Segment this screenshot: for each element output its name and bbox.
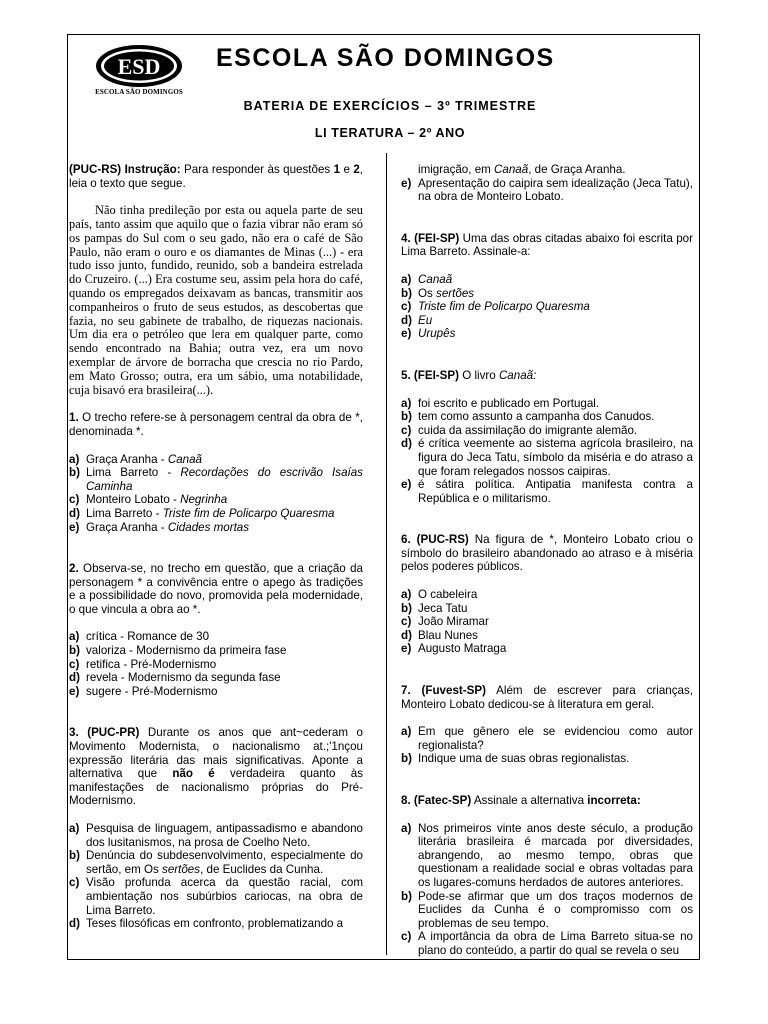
school-name: ESCOLA SÃO DOMINGOS [216,44,555,72]
question-7-options [401,725,693,766]
option-item: a) Canaã [401,272,453,286]
option-item: a) foi escrito e publicado em Portugal. [401,396,600,410]
option-item: c) cuida da assimilação do imigrante alemão. [401,423,638,437]
option-item: c) Visão profunda acerca da questão racial, com ambientação nos subúrbios cariocas, na obra de Lima Barreto. [69,876,363,917]
option-continuation: imigração, em Canaã, de Graça Aranha. [418,163,626,176]
option-item: a) Em que gênero ele se evidenciou como autor regionalista? [401,725,693,752]
option-item: d) Eu [401,313,433,327]
option-item: d) Teses filosóficas em confronto, problematizando a [69,917,344,931]
logo-caption: ESCOLA SÃO DOMINGOS [95,88,183,96]
question-3-options [69,822,363,931]
option-item: d) Blau Nunes [401,628,478,642]
option-item: e) Apresentação do caipira sem idealização (Jeca Tatu), na obra de Monteiro Lobato. [401,176,693,204]
question-2: 2. Observa-se, no trecho em questão, que a criação da personagem * a convivência entre o apego às tradições e a possibilidade do novo, promovida pela modernidade, o que vincula a obra ao *. [69,562,363,616]
option-item: b) Jeca Tatu [401,601,468,615]
question-2-options [69,630,363,698]
option-item: b) Lima Barreto - Recordações do escrivão Isaías Caminha [69,466,363,493]
option-item: c) A importância da obra de Lima Barreto situa-se no plano do conteúdo, a partir do qual se revela o seu [401,930,693,957]
option-item: c) retifica - Pré-Modernismo [69,657,217,671]
option-item: a) crítica - Romance de 30 [69,630,210,644]
option-item: e) sugere - Pré-Modernismo [69,684,218,698]
option-item: a) Pesquisa de linguagem, antipassadismo e abandono dos lusitanismos, na prosa de Coelho Neto. [69,822,363,849]
question-1-options [69,453,363,535]
page-subtitle: BATERIA DE EXERCÍCIOS – 3º TRIMESTRE [243,99,537,113]
question-4: 4. (FEI-SP) Uma das obras citadas abaixo foi escrita por Lima Barreto. Assinale-a: [401,231,693,259]
option-item: c) Triste fim de Policarpo Quaresma [401,300,590,314]
option-item: b) valoriza - Modernismo da primeira fase [69,644,287,658]
option-item: b) Os sertões [401,286,475,300]
question-8-options [401,822,693,958]
option-item: d) revela - Modernismo da segunda fase [69,671,281,685]
question-6: 6. (PUC-RS) Na figura de *, Monteiro Lobato criou o símbolo do brasileiro abandonado ao atraso e à miséria pelos poderes públicos. [401,533,693,574]
option-item: a) Nos primeiros vinte anos deste século, a produção literária brasileira é marcada por diversidades, abrangendo, ao mesmo tempo, obras que questionam a realidade social e obras voltadas para os lugares-comuns herdados de autores anteriores. [401,821,693,889]
option-item: b) Denúncia do subdesenvolvimento, especialmente do sertão, em Os sertões, de Euclides da Cunha. [69,849,363,876]
option-item: e) Graça Aranha - Cidades mortas [69,520,250,534]
option-item: e) é sátira política. Antipatia manifesta contra a República e o militarismo. [401,478,693,505]
subject-title: LI TERATURA – 2º ANO [314,126,466,140]
left-column [69,163,363,931]
option-item: b) tem como assunto a campanha dos Canudos. [401,410,655,424]
question-8: 8. (Fatec-SP) Assinale a alternativa incorreta: [401,794,641,807]
option-item: d) Lima Barreto - Triste fim de Policarpo Quaresma [69,506,335,520]
question-5-options [401,397,693,506]
option-item: e) Urupês [401,327,456,341]
column-divider [386,153,387,955]
option-item: b) Indique uma de suas obras regionalistas. [401,752,630,766]
option-item: c) João Miramar [401,615,489,629]
option-item: d) é crítica veemente ao sistema agrícola brasileiro, na figura do Jeca Tatu, símbolo da miséria e do atraso a que foram relegados nossos caipiras. [401,437,693,478]
question-6-options [401,588,693,656]
reading-passage: Não tinha predileção por esta ou aquela parte de seu país, tanto assim que aquilo que o fazia vibrar não eram só os pampas do Sul com o seu gado, não era o café de São Paulo, não eram o ouro e os diamantes de Minas (...) - era tudo isso junto, fundido, reunido, sob a bandeira estrelada do Cruzeiro. (...) Era costume seu, assim pela hora do café, quando os empregados deixavam as bancas, transmitir aos companheiros o fruto de seus estudos, as descobertas que fazia, no seu gabinete de trabalho, de riquezas nacionais. Um dia era o petróleo que lera em qualquer parte, como sendo encontrado na Bahia; outra vez, era um novo exemplar de árvore de borracha que crescia no rio Pardo, em Mato Grosso; outra, era um sábio, uma notabilidade, cuja bisavó era brasileira(...). [69,203,363,397]
option-item: a) O cabeleira [401,588,478,602]
question-1: 1. O trecho refere-se à personagem central da obra de *, denominada *. [69,411,363,438]
option-item: e) Augusto Matraga [401,642,507,656]
option-item: a) Graça Aranha - Canaã [69,452,203,466]
intro-instruction: (PUC-RS) Instrução: Para responder às questões 1 e 2, leia o texto que segue. [69,163,363,190]
logo-initials: ESD [117,54,161,79]
question-5: 5. (FEI-SP) O livro Canaã: [401,368,537,382]
question-4-options [401,273,693,341]
right-column [401,163,693,958]
question-7: 7. (Fuvest-SP) Além de escrever para crianças, Monteiro Lobato dedicou-se à literatura em geral. [401,684,693,711]
option-item: c) Monteiro Lobato - Negrinha [69,493,228,507]
question-3: 3. (PUC-PR) Durante os anos que ant~cederam o Movimento Modernista, o nacionalismo at.;'1nçou expressão literária das mais significativas. Aponte a alternativa que não é verdadeira quanto às manifestações de nacionalismo próprias do Pré-Modernismo. [69,726,363,808]
option-item: b) Pode-se afirmar que um dos traços modernos de Euclides da Cunha é o compromisso com os problemas de seu tempo. [401,889,693,930]
